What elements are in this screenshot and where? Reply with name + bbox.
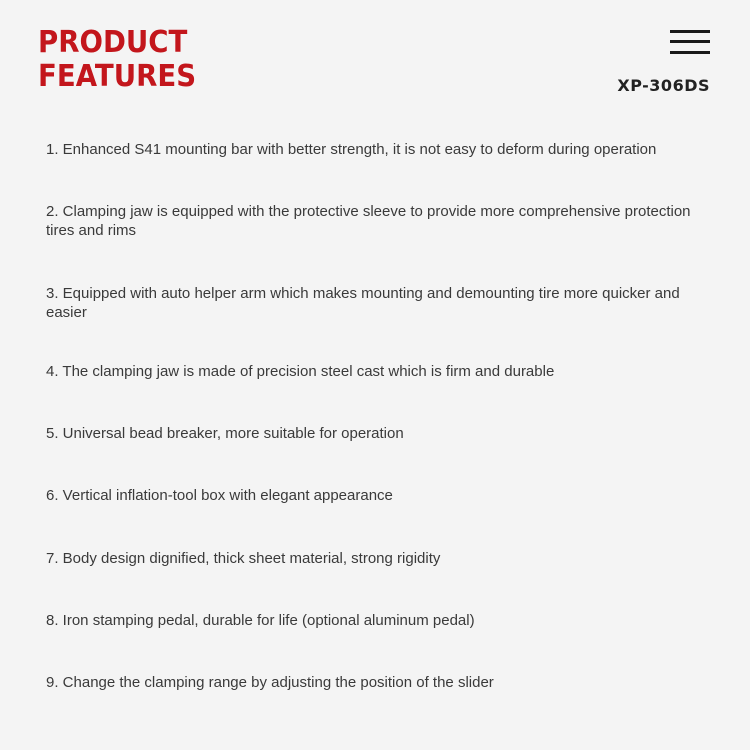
feature-item-1: 1. Enhanced S41 mounting bar with better strength, it is not easy to deform during operation [46,141,657,158]
page-title [38,26,196,94]
hamburger-menu-icon[interactable] [670,30,710,54]
menu-bar-middle [670,40,710,43]
page-title-line-1: PRODUCT [38,25,188,60]
feature-item-3: 3. Equipped with auto helper arm which makes mounting and demounting tire more quicker and easier [46,285,680,321]
feature-item-8: 8. Iron stamping pedal, durable for life (optional aluminum pedal) [46,612,475,629]
feature-item-5: 5. Universal bead breaker, more suitable for operation [46,425,404,442]
feature-item-4: 4. The clamping jaw is made of precision steel cast which is firm and durable [46,363,555,380]
feature-item-6: 6. Vertical inflation-tool box with elegant appearance [46,487,393,504]
feature-item-9: 9. Change the clamping range by adjusting the position of the slider [46,674,494,691]
feature-item-2: 2. Clamping jaw is equipped with the protective sleeve to provide more comprehensive protection tires and rims [46,203,691,239]
menu-bar-bottom [670,51,710,54]
feature-item-7: 7. Body design dignified, thick sheet material, strong rigidity [46,550,441,567]
page-title-line-2: FEATURES [38,59,197,94]
menu-bar-top [670,30,710,33]
model-number: XP-306DS [617,76,710,95]
